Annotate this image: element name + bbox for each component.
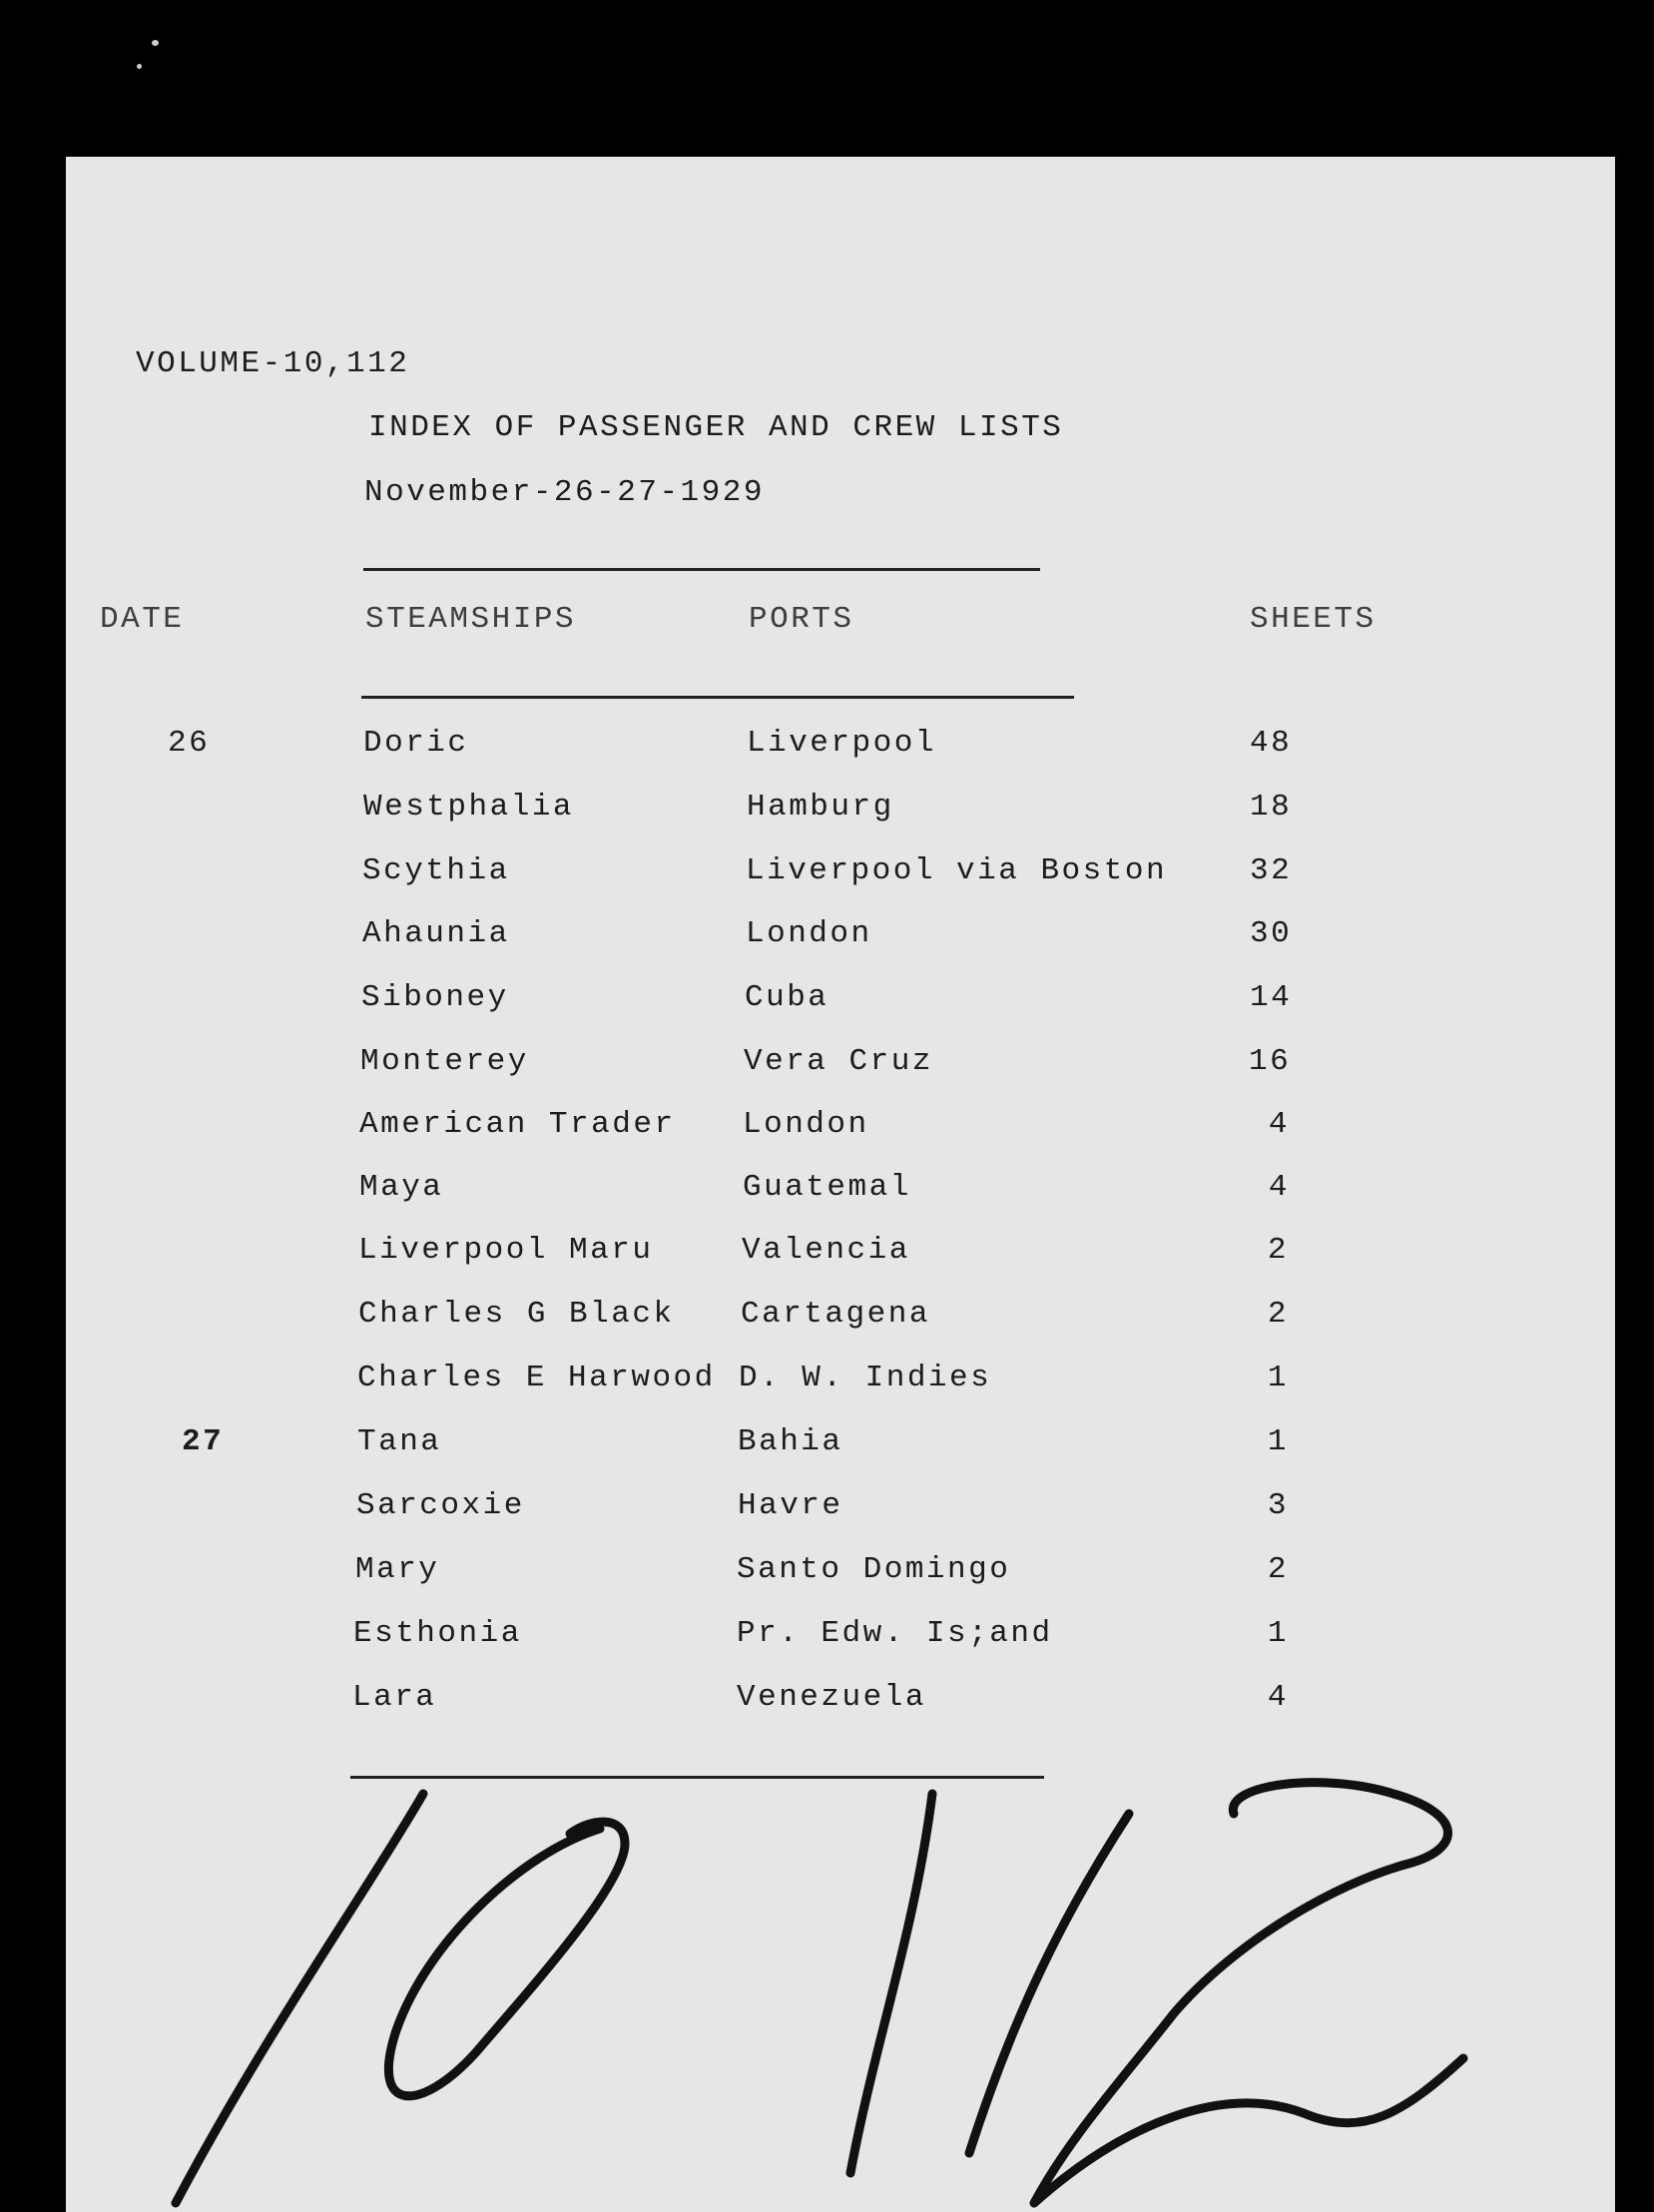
steamship-cell: Esthonia <box>353 1616 522 1651</box>
document-title: INDEX OF PASSENGER AND CREW LISTS <box>368 410 1064 445</box>
date-range: November-26-27-1929 <box>364 475 765 510</box>
table-row <box>66 792 1615 831</box>
steamship-cell: Monterey <box>360 1044 529 1079</box>
port-cell: London <box>746 916 872 951</box>
date-cell: 27 <box>182 1424 225 1459</box>
bottom-rule <box>350 1776 1044 1779</box>
port-cell: Valencia <box>742 1233 910 1268</box>
port-cell: Liverpool <box>747 726 936 761</box>
sheets-cell: 2 <box>1267 1297 1289 1332</box>
sheets-cell: 4 <box>1267 1680 1289 1715</box>
steamship-cell: Charles E Harwood <box>357 1361 716 1395</box>
sheets-cell: 18 <box>1250 790 1293 825</box>
header-rule <box>361 696 1074 699</box>
steamship-cell: Lara <box>352 1680 437 1715</box>
port-cell: Santo Domingo <box>737 1552 1011 1587</box>
sheets-cell: 48 <box>1250 726 1293 761</box>
steamship-cell: Doric <box>363 726 469 761</box>
table-row <box>66 1363 1615 1402</box>
column-header-ports: PORTS <box>749 602 854 637</box>
port-cell: Liverpool via Boston <box>746 853 1168 888</box>
table-row <box>66 982 1615 1022</box>
steamship-cell: Westphalia <box>363 790 575 825</box>
column-header-steamships: STEAMSHIPS <box>365 602 577 637</box>
table-row <box>66 1618 1615 1658</box>
port-cell: London <box>743 1107 869 1142</box>
sheets-cell: 4 <box>1268 1107 1290 1142</box>
table-row <box>66 728 1615 768</box>
steamship-cell: Maya <box>359 1170 444 1205</box>
volume-label: VOLUME-10,112 <box>136 346 410 381</box>
sheets-cell: 2 <box>1267 1552 1289 1587</box>
scan-speck <box>137 64 142 69</box>
table-row <box>66 1554 1615 1594</box>
port-cell: D. W. Indies <box>739 1361 992 1395</box>
port-cell: Bahia <box>738 1424 843 1459</box>
table-row <box>66 1682 1615 1722</box>
date-cell: 26 <box>168 726 211 761</box>
steamship-cell: Tana <box>357 1424 442 1459</box>
sheets-cell: 4 <box>1268 1170 1290 1205</box>
table-row <box>66 1490 1615 1530</box>
sheets-cell: 2 <box>1267 1233 1289 1268</box>
port-cell: Cuba <box>745 980 829 1015</box>
table-row <box>66 1046 1615 1086</box>
port-cell: Havre <box>738 1488 843 1523</box>
port-cell: Cartagena <box>741 1297 930 1332</box>
port-cell: Venezuela <box>737 1680 926 1715</box>
steamship-cell: American Trader <box>359 1107 676 1142</box>
sheets-cell: 1 <box>1267 1424 1289 1459</box>
steamship-cell: Liverpool Maru <box>358 1233 654 1268</box>
port-cell: Pr. Edw. Is;and <box>737 1616 1053 1651</box>
column-header-sheets: SHEETS <box>1250 602 1377 637</box>
table-row <box>66 855 1615 895</box>
sheets-cell: 14 <box>1250 980 1293 1015</box>
table-row <box>66 1426 1615 1466</box>
steamship-cell: Charles G Black <box>358 1297 675 1332</box>
table-row <box>66 1235 1615 1275</box>
steamship-cell: Mary <box>355 1552 440 1587</box>
port-cell: Guatemal <box>743 1170 911 1205</box>
sheets-cell: 3 <box>1267 1488 1289 1523</box>
sheets-cell: 1 <box>1267 1361 1289 1395</box>
table-row <box>66 1172 1615 1212</box>
column-header-date: DATE <box>100 602 185 637</box>
steamship-cell: Sarcoxie <box>356 1488 525 1523</box>
sheets-cell: 30 <box>1250 916 1293 951</box>
table-row <box>66 1109 1615 1149</box>
sheets-cell: 32 <box>1250 853 1293 888</box>
steamship-cell: Ahaunia <box>362 916 510 951</box>
sheets-cell: 1 <box>1267 1616 1289 1651</box>
document-page <box>66 157 1615 2212</box>
port-cell: Hamburg <box>747 790 894 825</box>
scan-speck <box>152 40 159 46</box>
steamship-cell: Scythia <box>362 853 510 888</box>
table-row <box>66 1299 1615 1339</box>
steamship-cell: Siboney <box>361 980 509 1015</box>
sheets-cell: 16 <box>1249 1044 1292 1079</box>
port-cell: Vera Cruz <box>744 1044 933 1079</box>
table-row <box>66 918 1615 958</box>
top-rule <box>363 568 1040 571</box>
